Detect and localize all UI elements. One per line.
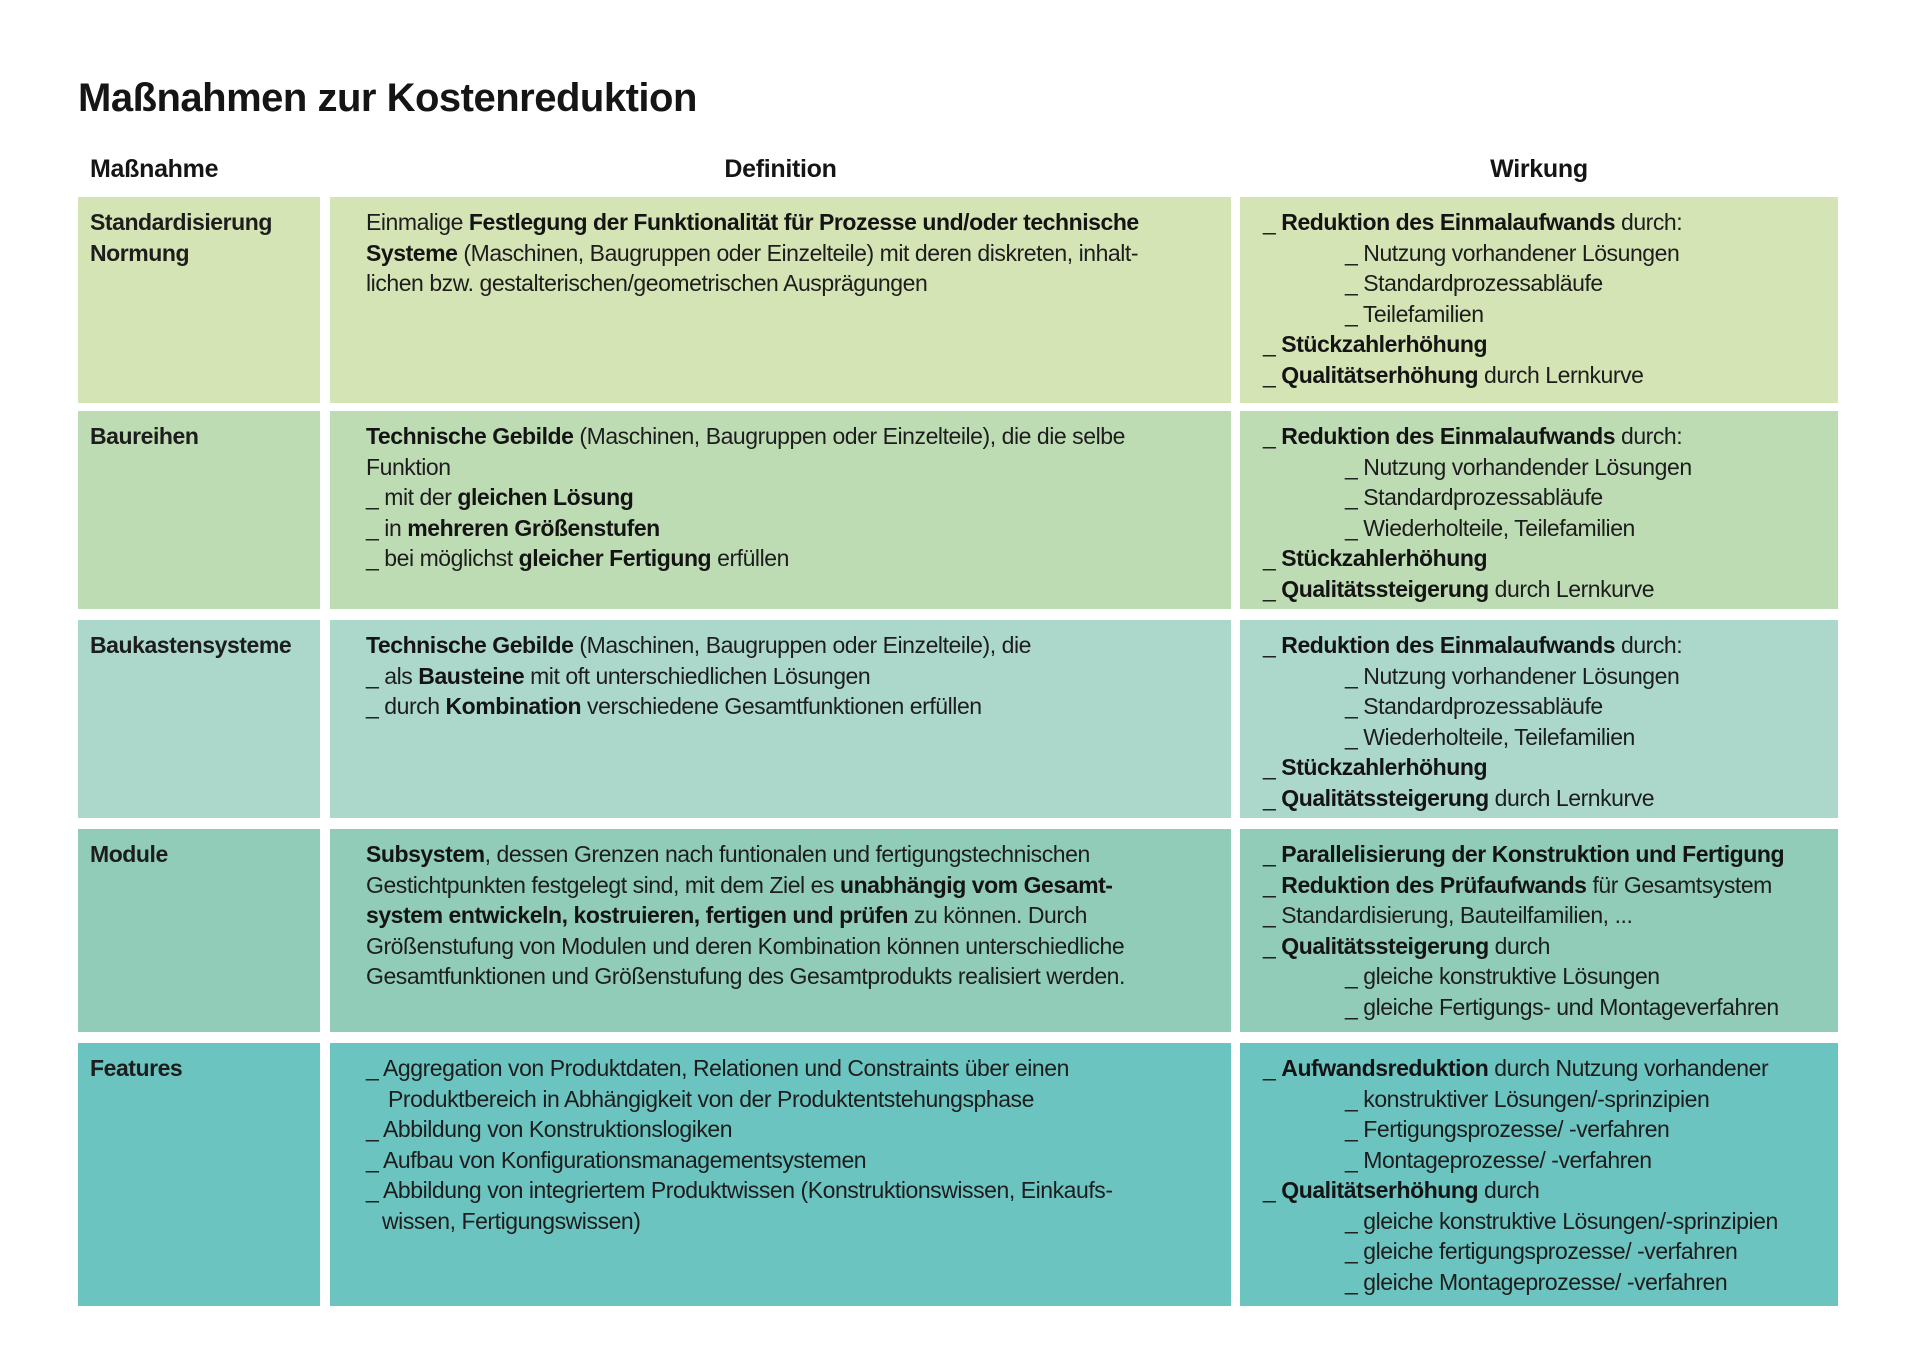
definition-line	[366, 691, 1231, 722]
definition-line	[366, 661, 1231, 692]
definition-line	[366, 513, 1231, 544]
definition-line	[366, 238, 1231, 269]
plain-text: Produktbereich in Abhängigkeit von der Produktentstehungsphase	[388, 1085, 1034, 1112]
column-header-definition: Definition	[724, 155, 837, 183]
plain-text: für Gesamtsystem	[1586, 871, 1772, 898]
plain-text: durch Lernkurve	[1488, 575, 1655, 602]
definition-line	[366, 1053, 1231, 1084]
plain-text: _ Montageprozesse/ -verfahren	[1345, 1146, 1652, 1173]
wirkung-line	[1263, 360, 1838, 391]
plain-text: durch	[1478, 1177, 1540, 1203]
definition-line	[366, 900, 1231, 931]
wirkung-line	[1263, 482, 1838, 513]
massnahme-label: Baureihen	[90, 423, 199, 449]
wirkung-line	[1263, 1114, 1838, 1145]
wirkung-cell	[1240, 1043, 1838, 1306]
definition-line	[366, 839, 1231, 870]
plain-text: _	[1263, 1055, 1282, 1081]
plain-text: _	[1263, 841, 1282, 867]
wirkung-line	[1263, 513, 1838, 544]
wirkung-cell	[1240, 411, 1838, 609]
plain-text: lichen bzw. gestalterischen/geometrischen Ausprägungen	[366, 270, 928, 296]
wirkung-line	[1263, 329, 1838, 360]
definition-line	[366, 452, 1231, 483]
plain-text: (Maschinen, Baugruppen oder Einzelteile), die die selbe	[573, 423, 1125, 449]
wirkung-line	[1263, 574, 1838, 605]
plain-text: durch:	[1615, 209, 1683, 235]
definition-line	[366, 931, 1231, 962]
definition-line	[366, 961, 1231, 992]
plain-text: _	[1263, 423, 1282, 449]
plain-text: _ Wiederholteile, Teilefamilien	[1345, 723, 1635, 750]
wirkung-line	[1263, 452, 1838, 483]
massnahme-label: Baukastensysteme	[90, 632, 292, 658]
massnahme-cell	[78, 620, 320, 818]
plain-text: erfüllen	[711, 545, 789, 571]
definition-line	[366, 1175, 1231, 1206]
emphasis-text: Festlegung der Funktionalität für Prozesse und/oder technische	[468, 209, 1139, 235]
wirkung-line	[1263, 207, 1838, 238]
emphasis-text: Subsystem	[366, 841, 485, 867]
wirkung-line	[1263, 421, 1838, 452]
plain-text: _ gleiche fertigungsprozesse/ -verfahren	[1345, 1238, 1738, 1264]
emphasis-text: Kombination	[445, 693, 582, 719]
plain-text: _	[1263, 784, 1282, 811]
massnahme-text	[78, 197, 320, 268]
emphasis-text: mehreren Größenstufen	[407, 514, 660, 541]
wirkung-line	[1263, 961, 1838, 992]
plain-text: _ Aggregation von Produktdaten, Relationen und Constraints über einen	[366, 1055, 1069, 1081]
plain-text: _ Standardisierung, Bauteilfamilien, ...	[1263, 902, 1633, 928]
plain-text: _ in	[366, 514, 408, 541]
plain-text: _ Standardprozessabläufe	[1345, 270, 1603, 296]
wirkung-line	[1263, 1053, 1838, 1084]
definition-line	[366, 421, 1231, 452]
emphasis-text: Stückzahlerhöhung	[1281, 754, 1488, 780]
definition-cell	[330, 411, 1231, 609]
emphasis-text: system entwickeln, kostruieren, fertigen und prüfen	[366, 902, 908, 928]
definition-line	[366, 1084, 1231, 1115]
plain-text: Gesamtfunktionen und Größenstufung des Gesamtprodukts realisiert werden.	[366, 963, 1125, 989]
plain-text: _ Nutzung vorhandener Lösungen	[1345, 662, 1680, 689]
wirkung-cell	[1240, 620, 1838, 818]
plain-text: (Maschinen, Baugruppen oder Einzelteile) mit deren diskreten, inhalt-	[457, 239, 1139, 266]
wirkung-text	[1240, 829, 1838, 1022]
massnahme-text	[78, 411, 320, 452]
plain-text: _ Aufbau von Konfigurationsmanagementsystemen	[366, 1146, 867, 1173]
plain-text: Größenstufung von Modulen und deren Kombination können unterschiedliche	[366, 932, 1125, 959]
massnahme-cell	[78, 829, 320, 1032]
massnahme-label: Normung	[90, 239, 190, 266]
plain-text: _ gleiche konstruktive Lösungen	[1345, 963, 1660, 989]
plain-text: durch:	[1615, 423, 1683, 449]
plain-text: _ gleiche konstruktive Lösungen/-sprinzipien	[1345, 1207, 1778, 1234]
plain-text: _	[1263, 545, 1282, 571]
plain-text: _ bei möglichst	[366, 545, 519, 571]
massnahme-cell	[78, 197, 320, 403]
column-header-wirkung: Wirkung	[1490, 155, 1588, 183]
emphasis-text: Bausteine	[418, 662, 525, 689]
plain-text: _ als	[366, 662, 419, 689]
plain-text: _	[1263, 932, 1282, 959]
wirkung-line	[1263, 661, 1838, 692]
plain-text: (Maschinen, Baugruppen oder Einzelteile), die	[573, 632, 1031, 658]
massnahme-label: Module	[90, 841, 168, 867]
page-title: Maßnahmen zur Kostenreduktion	[78, 76, 697, 120]
plain-text: _ mit der	[366, 484, 458, 510]
wirkung-line	[1263, 1236, 1838, 1267]
definition-line	[366, 1206, 1231, 1237]
plain-text: Funktion	[366, 453, 451, 480]
emphasis-text: Qualitätserhöhung	[1281, 361, 1479, 388]
definition-text	[330, 829, 1231, 992]
plain-text: durch Lernkurve	[1488, 784, 1655, 811]
emphasis-text: Qualitätssteigerung	[1281, 932, 1489, 959]
massnahme-text	[78, 620, 320, 661]
plain-text: Einmalige	[366, 209, 469, 235]
emphasis-text: gleichen Lösung	[457, 484, 634, 510]
wirkung-line	[1263, 299, 1838, 330]
plain-text: _ Wiederholteile, Teilefamilien	[1345, 514, 1635, 541]
definition-cell	[330, 1043, 1231, 1306]
plain-text: _	[1263, 575, 1282, 602]
column-header-massnahme: Maßnahme	[90, 155, 219, 183]
definition-line	[366, 207, 1231, 238]
definition-line	[366, 482, 1231, 513]
wirkung-text	[1240, 1043, 1838, 1297]
emphasis-text: Parallelisierung der Konstruktion und Fertigung	[1281, 841, 1785, 867]
wirkung-line	[1263, 783, 1838, 814]
plain-text: _ Nutzung vorhandener Lösungen	[1345, 239, 1680, 266]
definition-cell	[330, 197, 1231, 403]
plain-text: _	[1263, 1177, 1282, 1203]
plain-text: durch:	[1615, 632, 1683, 658]
emphasis-text: Technische Gebilde	[366, 423, 574, 449]
plain-text: durch Nutzung vorhandener	[1488, 1055, 1769, 1081]
plain-text: verschiedene Gesamtfunktionen erfüllen	[581, 693, 982, 719]
plain-text: , dessen Grenzen nach funtionalen und fertigungstechnischen	[484, 841, 1090, 867]
wirkung-line	[1263, 992, 1838, 1023]
definition-line	[366, 1114, 1231, 1145]
plain-text: _ Nutzung vorhandender Lösungen	[1345, 453, 1692, 480]
plain-text: _	[1263, 632, 1282, 658]
emphasis-text: Qualitätssteigerung	[1281, 784, 1489, 811]
massnahme-cell	[78, 1043, 320, 1306]
wirkung-text	[1240, 620, 1838, 813]
plain-text: Gestichtpunkten festgelegt sind, mit dem Ziel es	[366, 871, 840, 898]
massnahme-label: Features	[90, 1055, 183, 1081]
wirkung-line	[1263, 1145, 1838, 1176]
plain-text: _	[1263, 754, 1282, 780]
definition-cell	[330, 620, 1231, 818]
definition-text	[330, 197, 1231, 299]
wirkung-line	[1263, 722, 1838, 753]
emphasis-text: Reduktion des Einmalaufwands	[1281, 632, 1616, 658]
wirkung-line	[1263, 839, 1838, 870]
emphasis-text: Aufwandsreduktion	[1281, 1055, 1489, 1081]
plain-text: _ gleiche Montageprozesse/ -verfahren	[1345, 1268, 1728, 1295]
emphasis-text: gleicher Fertigung	[518, 545, 712, 571]
wirkung-line	[1263, 268, 1838, 299]
plain-text: mit oft unterschiedlichen Lösungen	[524, 662, 871, 689]
wirkung-line	[1263, 1267, 1838, 1298]
plain-text: _	[1263, 871, 1282, 898]
plain-text: _	[1263, 209, 1282, 235]
definition-line	[366, 870, 1231, 901]
plain-text: _ Abbildung von integriertem Produktwissen (Konstruktionswissen, Einkaufs-	[366, 1177, 1113, 1203]
plain-text: _ Teilefamilien	[1345, 300, 1484, 327]
wirkung-cell	[1240, 829, 1838, 1032]
emphasis-text: Reduktion des Prüfaufwands	[1281, 871, 1587, 898]
wirkung-line	[1263, 1175, 1838, 1206]
definition-line	[366, 630, 1231, 661]
plain-text: _	[1263, 361, 1282, 388]
wirkung-cell	[1240, 197, 1838, 403]
definition-line	[366, 1145, 1231, 1176]
emphasis-text: Qualitätserhöhung	[1281, 1177, 1479, 1203]
emphasis-text: Systeme	[366, 239, 458, 266]
wirkung-line	[1263, 691, 1838, 722]
plain-text: durch Lernkurve	[1478, 361, 1644, 388]
wirkung-line	[1263, 543, 1838, 574]
wirkung-line	[1263, 900, 1838, 931]
wirkung-text	[1240, 411, 1838, 604]
plain-text: _ durch	[366, 693, 446, 719]
wirkung-line	[1263, 238, 1838, 269]
wirkung-line	[1263, 1084, 1838, 1115]
plain-text: _ Abbildung von Konstruktionslogiken	[366, 1116, 733, 1142]
wirkung-text	[1240, 197, 1838, 390]
definition-cell	[330, 829, 1231, 1032]
plain-text: _ Fertigungsprozesse/ -verfahren	[1345, 1116, 1670, 1142]
wirkung-line	[1263, 752, 1838, 783]
emphasis-text: unabhängig vom Gesamt-	[839, 871, 1113, 898]
plain-text: zu können. Durch	[907, 902, 1087, 928]
massnahme-text	[78, 829, 320, 870]
definition-line	[366, 268, 1231, 299]
massnahme-cell	[78, 411, 320, 609]
definition-line	[366, 543, 1231, 574]
wirkung-line	[1263, 931, 1838, 962]
emphasis-text: Stückzahlerhöhung	[1281, 331, 1488, 357]
emphasis-text: Qualitätssteigerung	[1281, 575, 1489, 602]
plain-text: _ Standardprozessabläufe	[1345, 693, 1603, 719]
wirkung-line	[1263, 630, 1838, 661]
plain-text: _	[1263, 331, 1282, 357]
emphasis-text: Technische Gebilde	[366, 632, 574, 658]
massnahme-text	[78, 1043, 320, 1084]
plain-text: durch	[1488, 932, 1550, 959]
plain-text: _ konstruktiver Lösungen/-sprinzipien	[1345, 1085, 1710, 1112]
wirkung-line	[1263, 1206, 1838, 1237]
emphasis-text: Reduktion des Einmalaufwands	[1281, 423, 1616, 449]
emphasis-text: Reduktion des Einmalaufwands	[1281, 209, 1616, 235]
massnahme-label: Standardisierung	[90, 209, 272, 235]
plain-text: _ Standardprozessabläufe	[1345, 484, 1603, 510]
emphasis-text: Stückzahlerhöhung	[1281, 545, 1488, 571]
definition-text	[330, 411, 1231, 574]
plain-text: wissen, Fertigungswissen)	[382, 1207, 641, 1234]
definition-text	[330, 1043, 1231, 1236]
definition-text	[330, 620, 1231, 722]
plain-text: _ gleiche Fertigungs- und Montageverfahren	[1345, 993, 1779, 1020]
wirkung-line	[1263, 870, 1838, 901]
